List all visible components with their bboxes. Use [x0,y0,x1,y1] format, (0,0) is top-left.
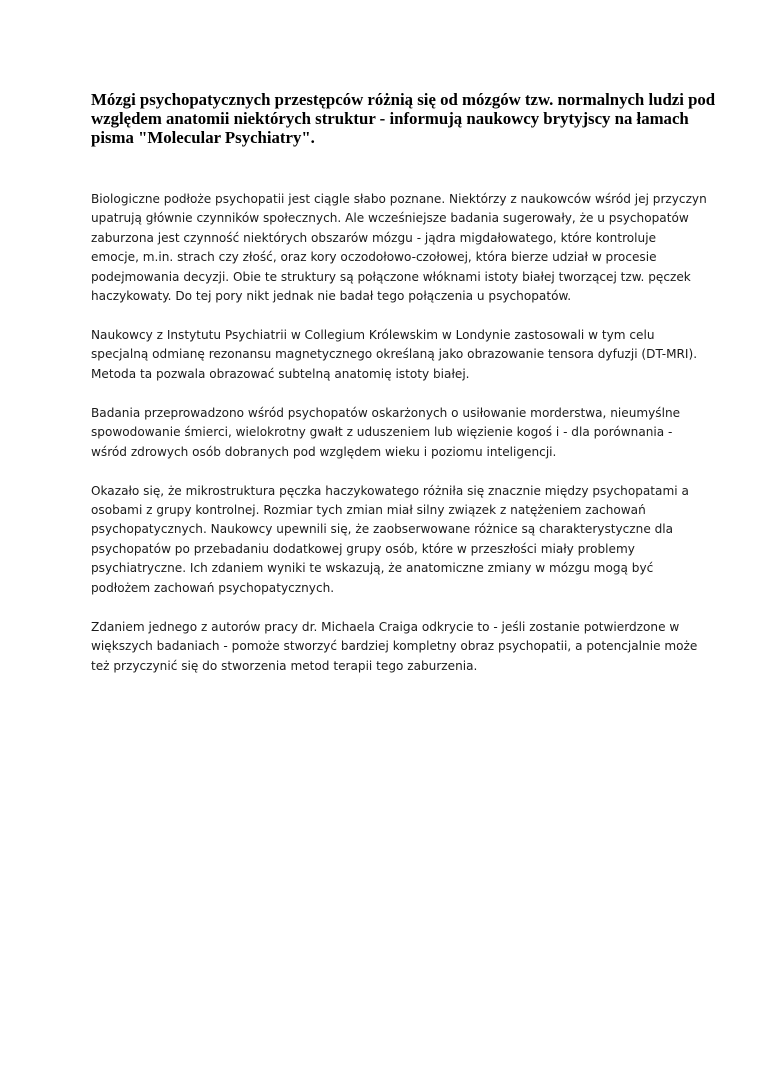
text-line: Okazało się, że mikrostruktura pęczka haczykowatego różniła się znacznie między psychopatami a [91,483,689,498]
text-line: większych badaniach - pomoże stworzyć bardziej kompletny obraz psychopatii, a potencjalnie może [91,639,698,654]
text-line: psychiatryczne. Ich zdaniem wyniki te wskazują, że anatomiczne zmiany w mózgu mogą być [91,561,654,576]
text-line: Zdaniem jednego z autorów pracy dr. Michaela Craiga odkrycie to - jeśli zostanie potwierdzone w [91,619,680,634]
text-line: Badania przeprowadzono wśród psychopatów oskarżonych o usiłowanie morderstwa, nieumyślne [91,405,681,420]
text-line: emocje, m.in. strach czy złość, oraz kory oczodołowo-czołowej, która bierze udział w procesie [91,250,657,265]
text-line: podejmowania decyzji. Obie te struktury są połączone włóknami istoty białej tworzącej tzw. pęczek [91,269,691,284]
text-line: wśród zdrowych osób dobranych pod względem wieku i poziomu inteligencji. [91,444,557,459]
paragraph-conclusion [91,618,698,676]
paragraph-intro [91,190,707,306]
text-line: podłożem zachowań psychopatycznych. [91,580,335,595]
text-line: psychopatów po przebadaniu dodatkowej grupy osób, które w przeszłości miały problemy [91,541,635,556]
text-line: spowodowanie śmierci, wielokrotny gwałt z uduszeniem lub więzienie kogoś i - dla porównania - [91,425,673,440]
text-line: osobami z grupy kontrolnej. Rozmiar tych zmian miał silny związek z natężeniem zachowań [91,503,646,518]
title-line: pisma "Molecular Psychiatry". [91,128,315,147]
text-line: też przyczynić się do stworzenia metod terapii tego zaburzenia. [91,658,478,673]
title-line: względem anatomii niektórych struktur - informują naukowcy brytyjscy na łamach [91,109,689,128]
paragraph-results [91,482,689,598]
paragraph-method [91,326,698,384]
article-body [91,190,707,696]
text-line: Naukowcy z Instytutu Psychiatrii w Collegium Królewskim w Londynie zastosowali w tym celu [91,328,655,343]
text-line: specjalną odmianę rezonansu magnetycznego określaną jako obrazowanie tensora dyfuzji (DT-MRI). [91,347,698,362]
text-line: haczykowaty. Do tej pory nikt jednak nie badał tego połączenia u psychopatów. [91,289,572,304]
text-line: zaburzona jest czynność niektórych obszarów mózgu - jądra migdałowatego, które kontroluje [91,230,657,245]
text-line: Metoda ta pozwala obrazować subtelną anatomię istoty białej. [91,366,470,381]
title-line: Mózgi psychopatycznych przestępców różnią się od mózgów tzw. normalnych ludzi pod [91,90,716,109]
article-title [91,90,716,147]
paragraph-study-group [91,404,681,462]
text-line: Biologiczne podłoże psychopatii jest ciągle słabo poznane. Niektórzy z naukowców wśród jej przyczyn [91,192,707,206]
text-line: psychopatycznych. Naukowcy upewnili się, że zaobserwowane różnice są charakterystyczne dla [91,522,674,537]
text-line: upatrują głównie czynników społecznych. Ale wcześniejsze badania sugerowały, że u psychopatów [91,211,689,226]
